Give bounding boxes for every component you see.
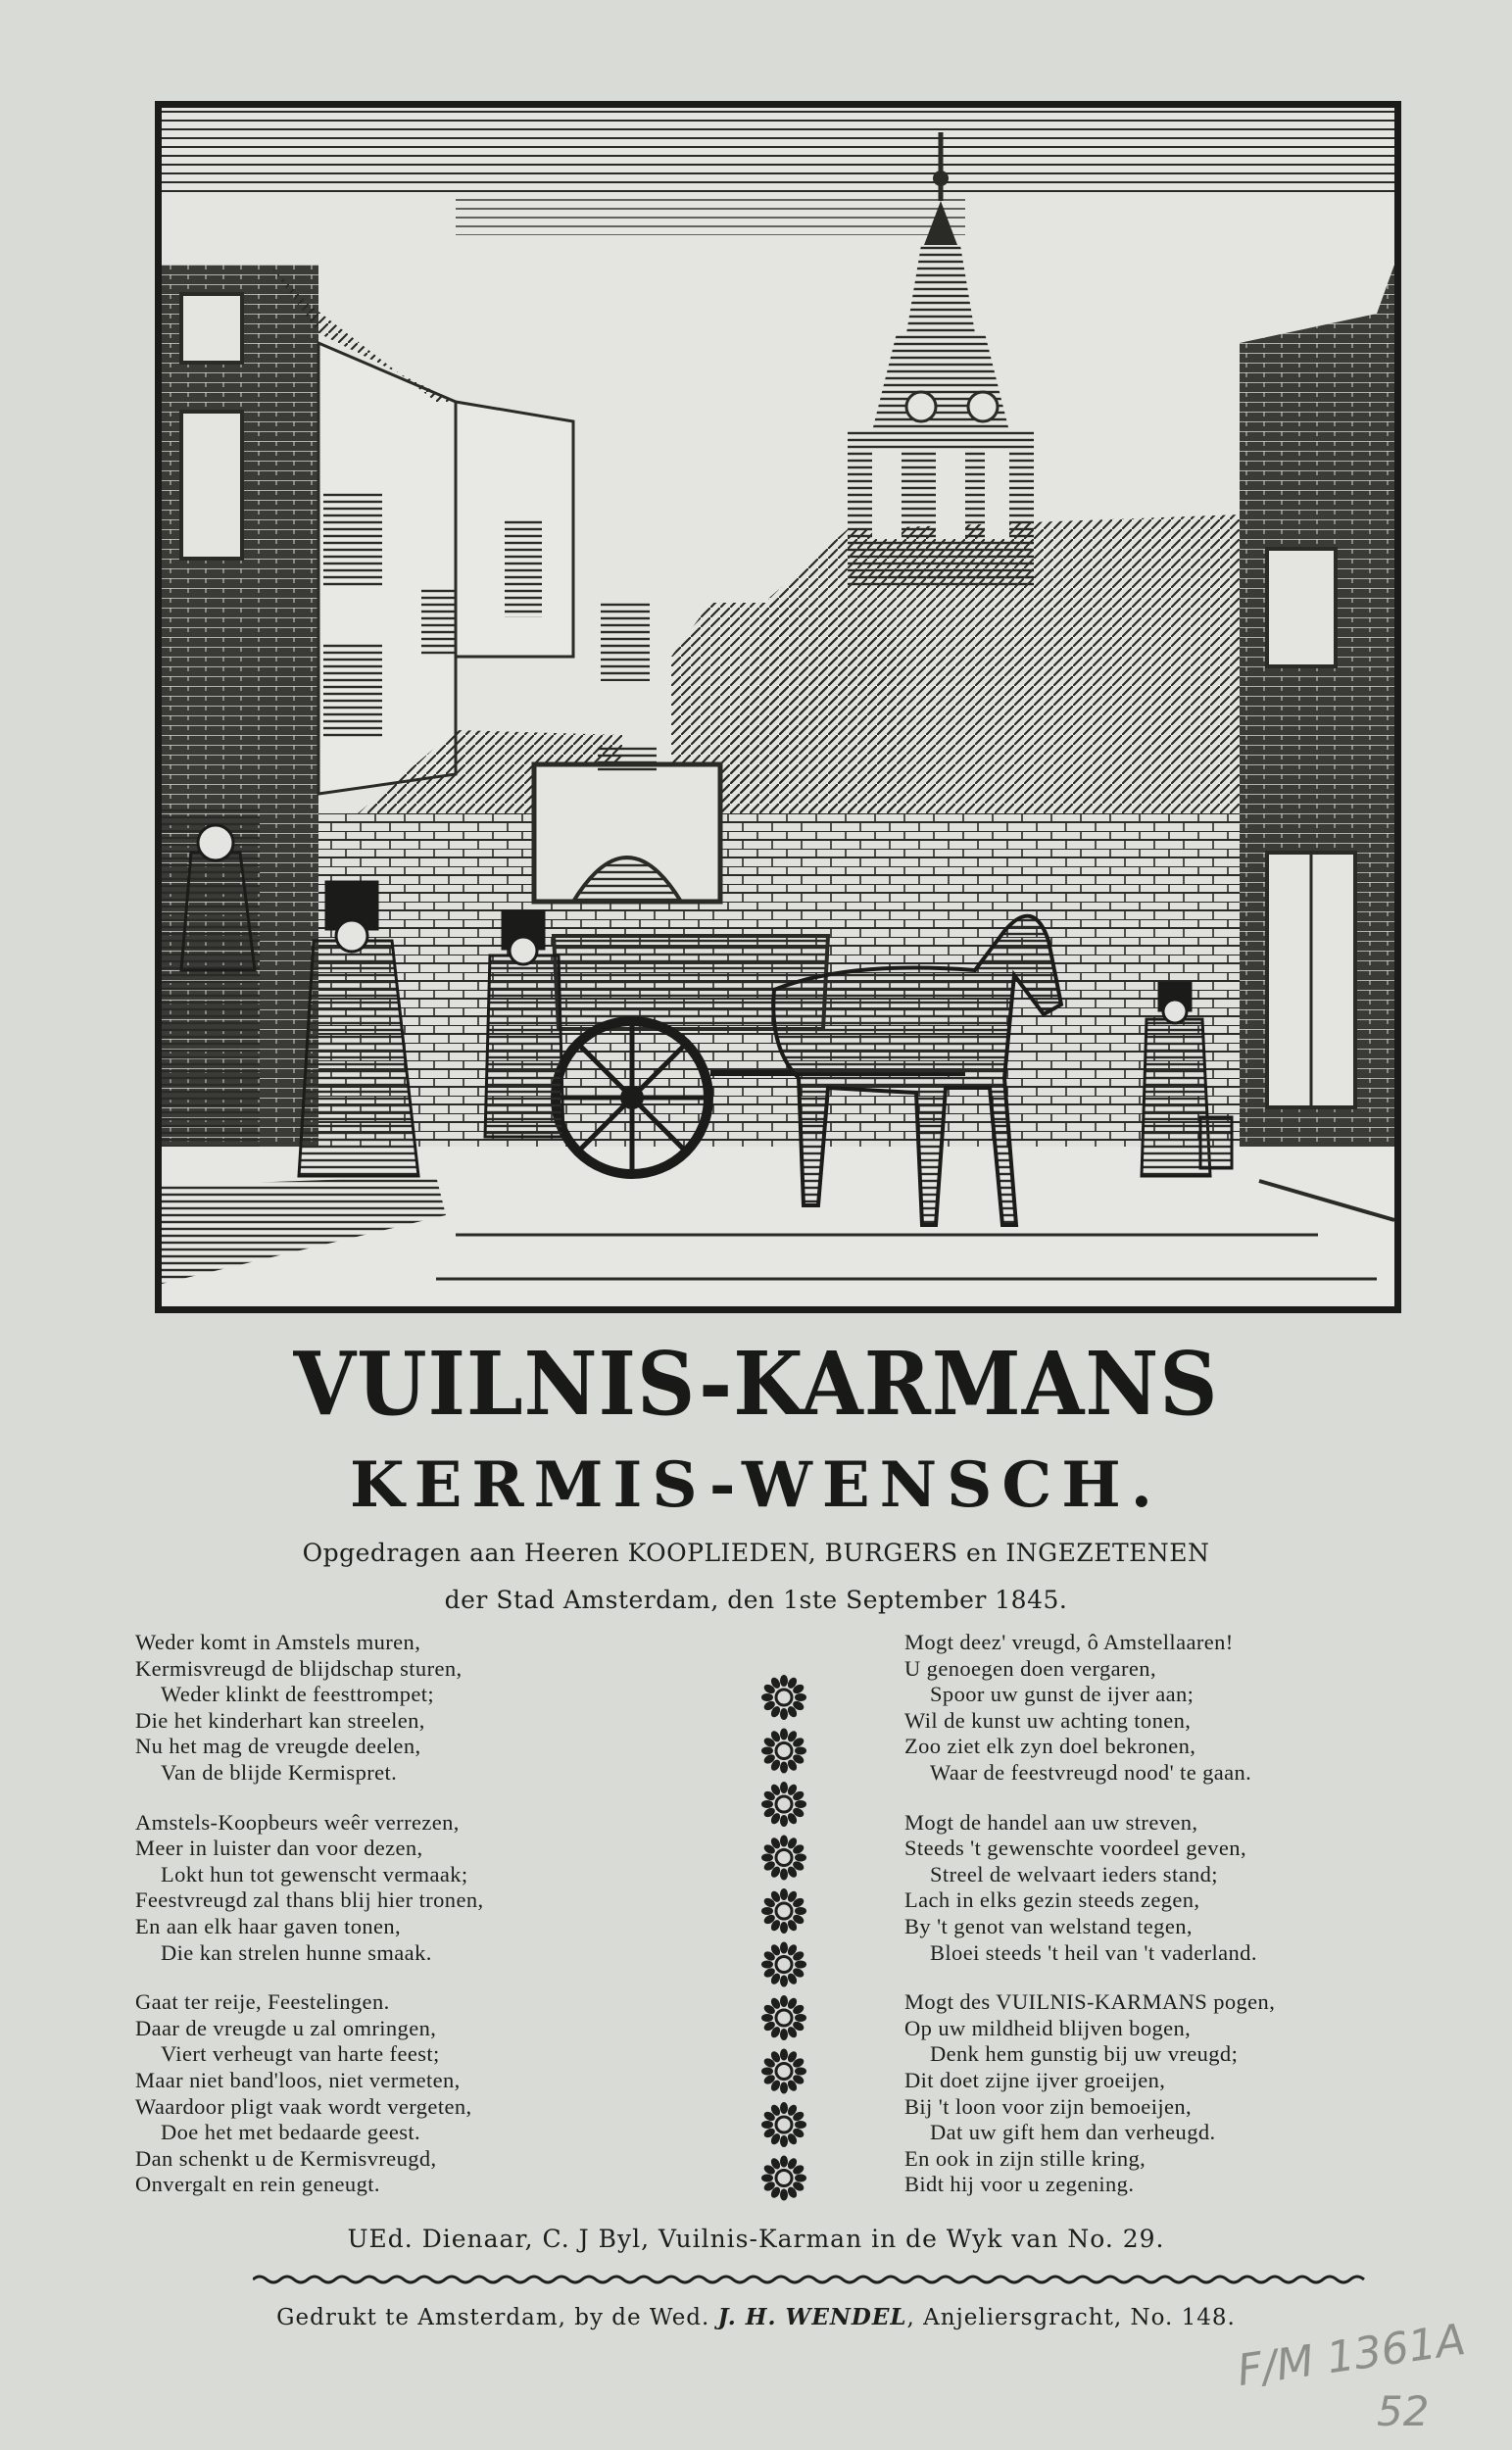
rosette-icon — [761, 1782, 806, 1827]
poem-line: Die het kinderhart kan streelen, — [135, 1707, 425, 1733]
sub-title: KERMIS-WENSCH. — [349, 1448, 1163, 1522]
rosette-icon — [761, 1888, 806, 1934]
rosette-icon — [761, 2102, 806, 2147]
woodcut-street-scene-icon — [162, 108, 1394, 1306]
poem-line: Gaat ter reije, Feestelingen. — [135, 1989, 390, 2015]
poem-line: Van de blijde Kermispret. — [161, 1759, 398, 1785]
main-title: VUILNIS-KARMANS — [293, 1334, 1219, 1436]
poem-stanza — [135, 1989, 664, 2198]
poem-line: Dat uw gift hem dan verheugd. — [930, 2120, 1216, 2145]
poem-line: Kermisvreugd de blijdschap sturen, — [135, 1655, 463, 1681]
poem-stanza — [135, 1810, 664, 1967]
poem-line: Bij 't loon voor zijn bemoeijen, — [904, 2093, 1193, 2119]
poem-line: Weder komt in Amstels muren, — [135, 1630, 421, 1654]
poem-line: Op uw mildheid blijven bogen, — [904, 2015, 1192, 2040]
pencil-shelfmark-number: 52 — [1377, 2387, 1430, 2435]
poem-line: Spoor uw gunst de ijver aan; — [930, 1682, 1195, 1707]
poem-line: Meer in luister dan voor dezen, — [135, 1836, 423, 1861]
poem-line: Denk hem gunstig bij uw vreugd; — [930, 2041, 1239, 2067]
poem-line: Bloei steeds 't heil van 't vaderland. — [930, 1939, 1257, 1965]
rosette-icon — [761, 1675, 806, 1720]
ornament-column — [755, 1671, 813, 2208]
poem-stanza — [135, 1630, 664, 1787]
poem-line: Amstels-Koopbeurs weêr verrezen, — [135, 1809, 460, 1835]
poem-line: Lach in elks gezin steeds zegen, — [904, 1887, 1200, 1913]
poem-line: Wil de kunst uw achting tonen, — [904, 1707, 1192, 1733]
rosette-icon — [761, 2156, 806, 2201]
rosette-icon — [761, 2049, 806, 2094]
rosette-icon — [761, 1729, 806, 1774]
rosette-icon — [761, 1942, 806, 1987]
printer-name: J. H. WENDEL — [717, 2304, 907, 2330]
woodcut-illustration — [155, 101, 1401, 1313]
poem-line: Doe het met bedaarde geest. — [161, 2120, 421, 2145]
poem-stanza — [904, 1810, 1414, 1967]
poem-line: Die kan strelen hunne smaak. — [161, 1939, 432, 1965]
poem-line: Steeds 't gewenschte voordeel geven, — [904, 1836, 1246, 1861]
poem-line: Streel de welvaart ieders stand; — [930, 1861, 1218, 1886]
decorative-rule — [253, 2274, 1368, 2285]
poem-line: Viert verheugt van harte feest; — [161, 2041, 440, 2067]
poem-line: Dan schenkt u de Kermisvreugd, — [135, 2145, 437, 2171]
poem-stanza — [904, 1630, 1414, 1787]
poem-line: By 't genot van welstand tegen, — [904, 1913, 1193, 1938]
poem-line: Zoo ziet elk zyn doel bekronen, — [904, 1734, 1196, 1759]
dedication-prefix: Opgedragen aan Heeren — [302, 1539, 628, 1567]
poem-line: Waar de feestvreugd nood' te gaan. — [930, 1759, 1252, 1785]
pencil-shelfmark: F/M 1361A — [1234, 2314, 1469, 2397]
poem-line: Mogt de handel aan uw streven, — [904, 1809, 1198, 1835]
rosette-icon — [761, 1836, 806, 1881]
poem-line: Lokt hun tot gewenscht vermaak; — [161, 1861, 468, 1886]
poem-line: Bidt hij voor u zegening. — [904, 2172, 1135, 2197]
imprint-prefix: Gedrukt te Amsterdam, by de Wed. — [276, 2305, 718, 2330]
dedication-line-1 — [0, 1539, 1512, 1567]
poem-line: Mogt des VUILNIS-KARMANS pogen, — [904, 1989, 1276, 2015]
dedication-caps: KOOPLIEDEN, BURGERS en INGEZETENEN — [627, 1539, 1210, 1567]
poem-stanza — [904, 1989, 1414, 2198]
poem-line: U genoegen doen vergaren, — [904, 1655, 1156, 1681]
floral-ornament-icon — [755, 1671, 813, 2208]
poem-left-column — [135, 1630, 664, 2222]
poem-line: Nu het mag de vreugde deelen, — [135, 1734, 421, 1759]
dedication-line-2: der Stad Amsterdam, den 1ste September 1845. — [444, 1586, 1068, 1614]
poem-line: Mogt deez' vreugd, ô Amstellaaren! — [904, 1630, 1234, 1654]
signature-line: UEd. Dienaar, C. J Byl, Vuilnis-Karman in de Wyk van No. 29. — [347, 2225, 1165, 2253]
poem-line: Waardoor pligt vaak wordt vergeten, — [135, 2093, 472, 2119]
poem-line: Onvergalt en rein geneugt. — [135, 2172, 380, 2197]
poem-line: Feestvreugd zal thans blij hier tronen, — [135, 1887, 484, 1913]
poem-line: Weder klinkt de feesttrompet; — [161, 1682, 435, 1707]
imprint-suffix: , Anjeliersgracht, No. 148. — [906, 2305, 1236, 2330]
printer-imprint — [0, 2304, 1512, 2330]
poem-right-column — [904, 1630, 1414, 2222]
poem-line: Daar de vreugde u zal omringen, — [135, 2015, 437, 2040]
poem-line: En aan elk haar gaven tonen, — [135, 1913, 402, 1938]
rosette-icon — [761, 1995, 806, 2040]
poem-line: En ook in zijn stille kring, — [904, 2145, 1146, 2171]
poem-line: Dit doet zijne ijver groeijen, — [904, 2067, 1166, 2092]
poem-line: Maar niet band'loos, niet vermeten, — [135, 2067, 461, 2092]
